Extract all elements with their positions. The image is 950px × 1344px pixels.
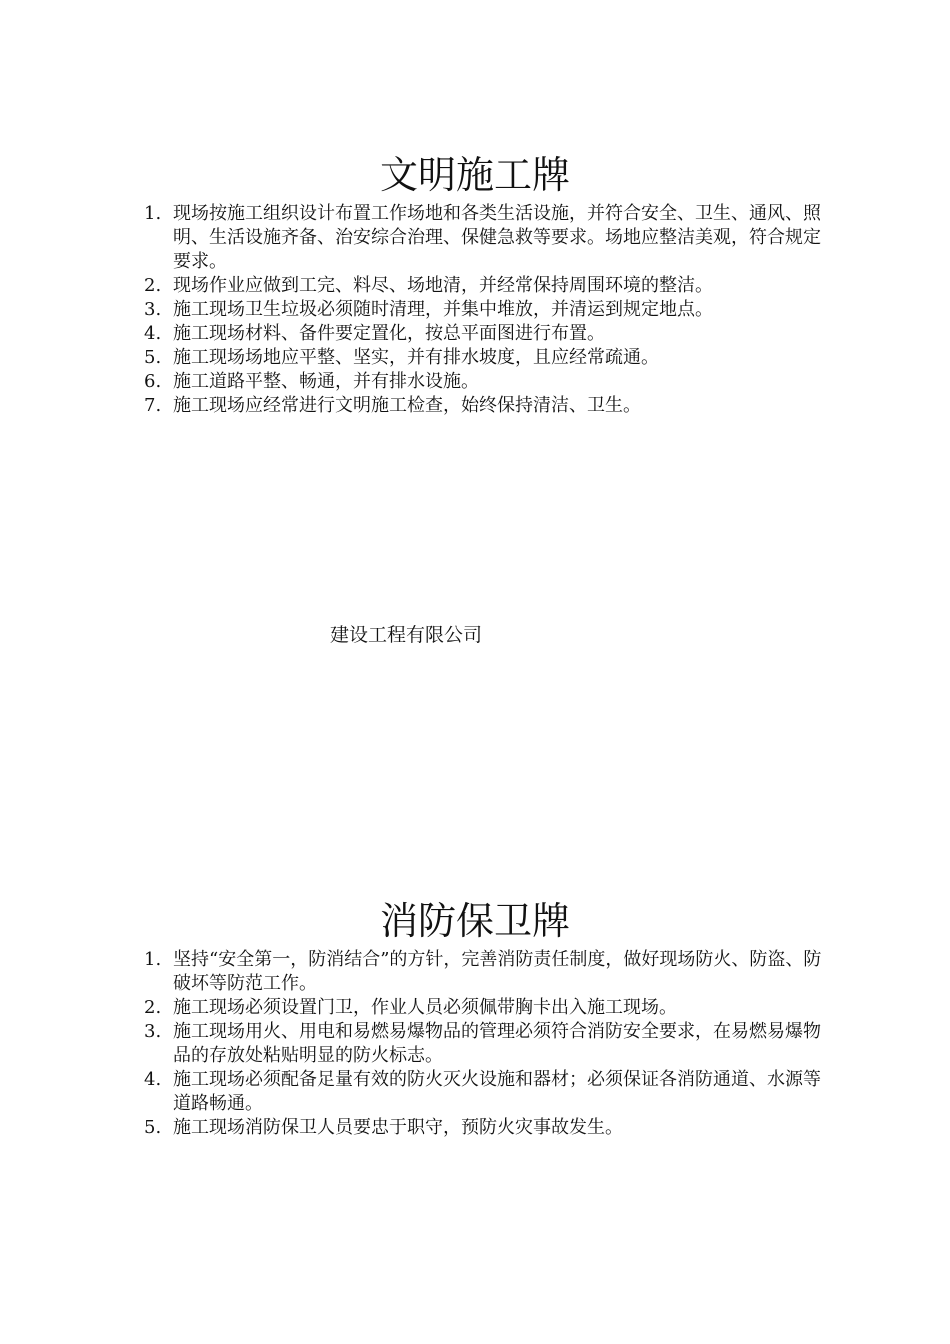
item-text: 施工现场用火、用电和易燃易爆物品的管理必须符合消防安全要求，在易燃易爆物品的存放处粘贴明显的防火标志。 bbox=[173, 1021, 821, 1066]
fire-board-list bbox=[144, 948, 824, 1140]
item-number: 4. bbox=[144, 323, 162, 344]
item-number: 2. bbox=[144, 997, 162, 1018]
item-number: 3. bbox=[144, 299, 162, 320]
list-item bbox=[144, 274, 824, 298]
list-item bbox=[144, 1020, 824, 1068]
item-number: 1. bbox=[144, 949, 162, 970]
list-item bbox=[144, 1116, 824, 1140]
item-number: 3. bbox=[144, 1021, 162, 1042]
civil-board-title: 文明施工牌 bbox=[379, 153, 570, 197]
fire-security-board bbox=[0, 896, 950, 1140]
item-text: 施工道路平整、畅通，并有排水设施。 bbox=[173, 371, 479, 392]
fire-board-title: 消防保卫牌 bbox=[379, 899, 570, 943]
list-item bbox=[144, 996, 824, 1020]
list-item bbox=[144, 298, 824, 322]
list-item bbox=[144, 202, 824, 274]
list-item bbox=[144, 1068, 824, 1116]
civil-construction-board bbox=[0, 150, 950, 418]
item-number: 5. bbox=[144, 347, 162, 368]
item-text: 施工现场必须设置门卫，作业人员必须佩带胸卡出入施工现场。 bbox=[173, 997, 677, 1018]
item-number: 6. bbox=[144, 371, 162, 392]
company-name: 建设工程有限公司 bbox=[330, 624, 483, 646]
list-item bbox=[144, 394, 824, 418]
list-item bbox=[144, 322, 824, 346]
item-number: 2. bbox=[144, 275, 162, 296]
item-text: 现场按施工组织设计布置工作场地和各类生活设施，并符合安全、卫生、通风、照明、生活设施齐备、治安综合治理、保健急救等要求。场地应整洁美观，符合规定要求。 bbox=[173, 203, 821, 272]
item-text: 施工现场必须配备足量有效的防火灭火设施和器材；必须保证各消防通道、水源等道路畅通。 bbox=[173, 1069, 821, 1114]
item-text: 施工现场消防保卫人员要忠于职守，预防火灾事故发生。 bbox=[173, 1117, 623, 1138]
list-item bbox=[144, 370, 824, 394]
item-text: 施工现场应经常进行文明施工检查，始终保持清洁、卫生。 bbox=[173, 395, 641, 416]
item-text: 施工现场场地应平整、坚实，并有排水坡度，且应经常疏通。 bbox=[173, 347, 659, 368]
civil-board-list bbox=[144, 202, 824, 418]
item-number: 7. bbox=[144, 395, 162, 416]
item-text: 施工现场材料、备件要定置化，按总平面图进行布置。 bbox=[173, 323, 605, 344]
list-item bbox=[144, 346, 824, 370]
item-number: 1. bbox=[144, 203, 162, 224]
item-text: 现场作业应做到工完、料尽、场地清，并经常保持周围环境的整洁。 bbox=[173, 275, 713, 296]
list-item bbox=[144, 948, 824, 996]
item-number: 4. bbox=[144, 1069, 162, 1090]
item-text: 施工现场卫生垃圾必须随时清理，并集中堆放，并清运到规定地点。 bbox=[173, 299, 713, 320]
item-text: 坚持“安全第一，防消结合”的方针，完善消防责任制度，做好现场防火、防盗、防破坏等防范工作。 bbox=[173, 949, 822, 994]
item-number: 5. bbox=[144, 1117, 162, 1138]
